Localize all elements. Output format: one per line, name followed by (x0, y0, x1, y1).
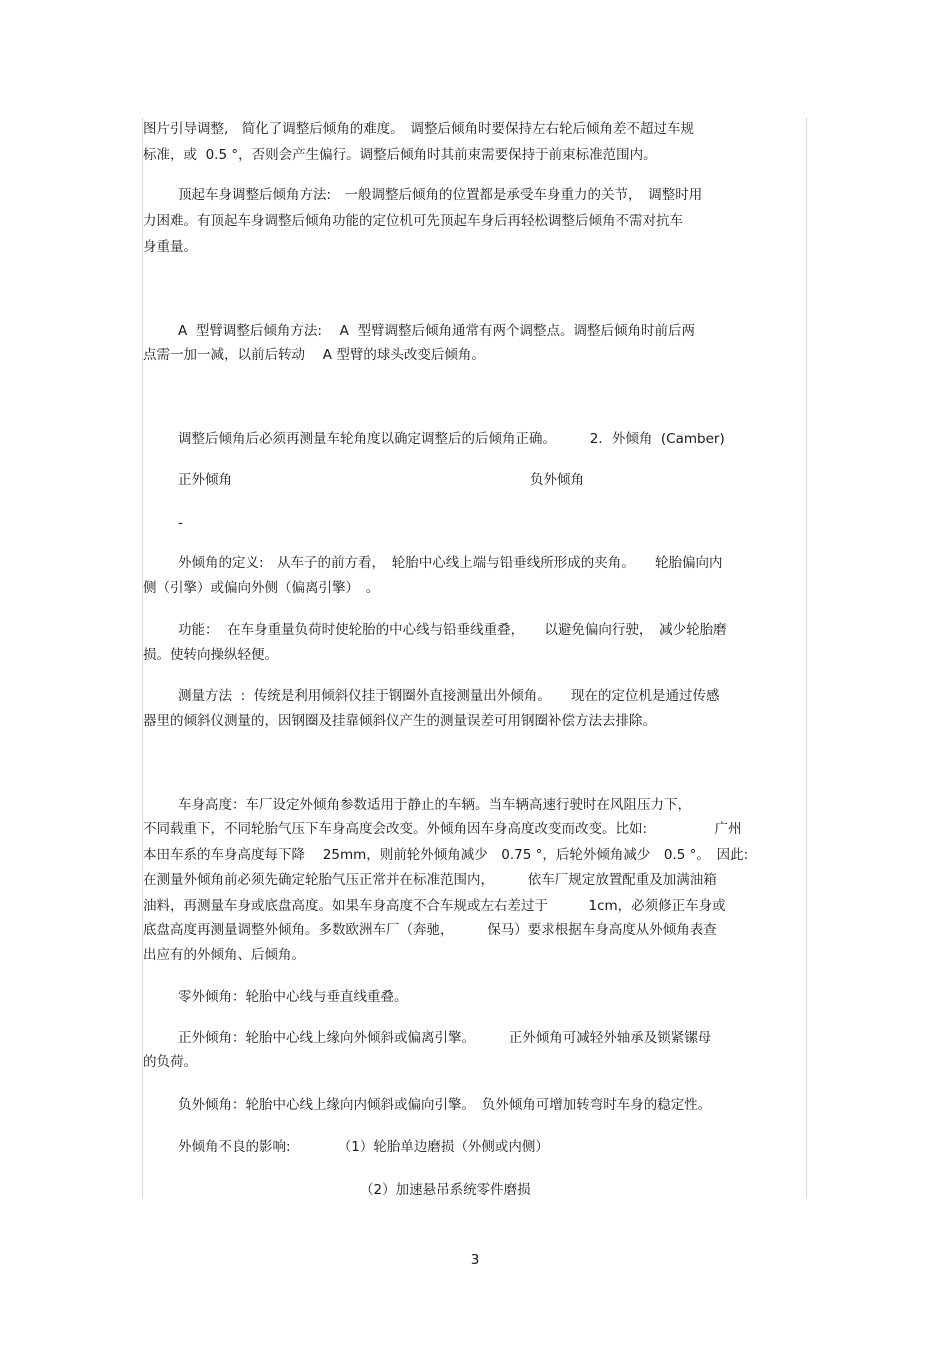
text-line: A 型臂调整后倾角方法: A 型臂调整后倾角通常有两个调整点。调整后倾角时前后两 (178, 323, 695, 339)
text-line: 测量方法 : 传统是利用倾斜仪挂于钢圈外直接测量出外倾角。 现在的定位机是通过传感 (178, 688, 720, 704)
text-line: 身重量。 (143, 239, 197, 255)
text-line: 外倾角的定义: 从车子的前方看， 轮胎中心线上端与铅垂线所形成的夹角。 轮胎偏向内 (178, 555, 723, 571)
label-negative-camber: 负外倾角 (530, 472, 584, 488)
text-line: 调整后倾角后必须再测量车轮角度以确定调整后的后倾角正确。 2．外倾角 (Camber) (178, 431, 725, 447)
text-line: 标准，或 0.5 °，否则会产生偏行。调整后倾角时其前束需要保持于前束标准范围内。 (143, 147, 657, 163)
text-line: 功能： 在车身重量负荷时使轮胎的中心线与铅垂线重叠， 以避免偏向行驶， 减少轮胎磨 (178, 622, 727, 638)
text-line: 点需一加一减，以前后转动 A 型臂的球头改变后倾角。 (143, 347, 485, 363)
text-line: 的负荷。 (143, 1054, 197, 1070)
text-line: 油料，再测量车身或底盘高度。如果车身高度不合车规或左右差过于 1cm，必须修正车身或 (143, 898, 726, 914)
text-line: （2）加速悬吊系统零件磨损 (360, 1182, 531, 1198)
text-line: 图片引导调整, 简化了调整后倾角的难度。 调整后倾角时要保持左右轮后倾角差不超过车规 (143, 121, 695, 137)
text-line: 不同载重下，不同轮胎气压下车身高度会改变。外倾角因车身高度改变而改变。比如: 广州 (143, 821, 742, 837)
text-line: 负外倾角：轮胎中心线上缘向内倾斜或偏向引擎。 负外倾角可增加转弯时车身的稳定性。 (178, 1097, 712, 1113)
text-line: 损。使转向操纵轻便。 (143, 647, 278, 663)
page-frame-right (806, 118, 807, 1198)
text-line: 力困难。有顶起车身调整后倾角功能的定位机可先顶起车身后再轻松调整后倾角不需对抗车 (143, 213, 683, 229)
text-line: 零外倾角：轮胎中心线与垂直线重叠。 (178, 989, 408, 1005)
dash-placeholder: - (178, 515, 183, 531)
page-number: 3 (470, 1252, 480, 1268)
label-positive-camber: 正外倾角 (178, 472, 232, 488)
text-line: 出应有的外倾角、后倾角。 (143, 947, 305, 963)
text-line: 在测量外倾角前必须先确定轮胎气压正常并在标准范围内， 依车厂规定放置配重及加满油箱 (143, 872, 717, 888)
text-line: 器里的倾斜仪测量的，因钢圈及挂靠倾斜仪产生的测量误差可用钢圈补偿方法去排除。 (143, 713, 656, 729)
text-line: 顶起车身调整后倾角方法: 一般调整后倾角的位置都是承受车身重力的关节， 调整时用 (178, 187, 703, 203)
text-line: 侧（引擎）或偏向外侧（偏离引擎） 。 (143, 580, 380, 596)
text-line: 车身高度：车厂设定外倾角参数适用于静止的车辆。当车辆高速行驶时在风阻压力下， (178, 797, 691, 813)
text-line: 正外倾角：轮胎中心线上缘向外倾斜或偏离引擎。 正外倾角可减轻外轴承及锁紧镙母 (178, 1030, 712, 1046)
text-line: 底盘高度再测量调整外倾角。多数欧洲车厂（奔驰， 保马）要求根据车身高度从外倾角表查 (143, 922, 717, 938)
text-line: 外倾角不良的影响: （1）轮胎单边磨损（外侧或内侧） (178, 1139, 549, 1155)
text-line: 本田车系的车身高度每下降 25mm，则前轮外倾角减少 0.75 °，后轮外倾角减少 0.5 °。 因此: (143, 847, 749, 863)
